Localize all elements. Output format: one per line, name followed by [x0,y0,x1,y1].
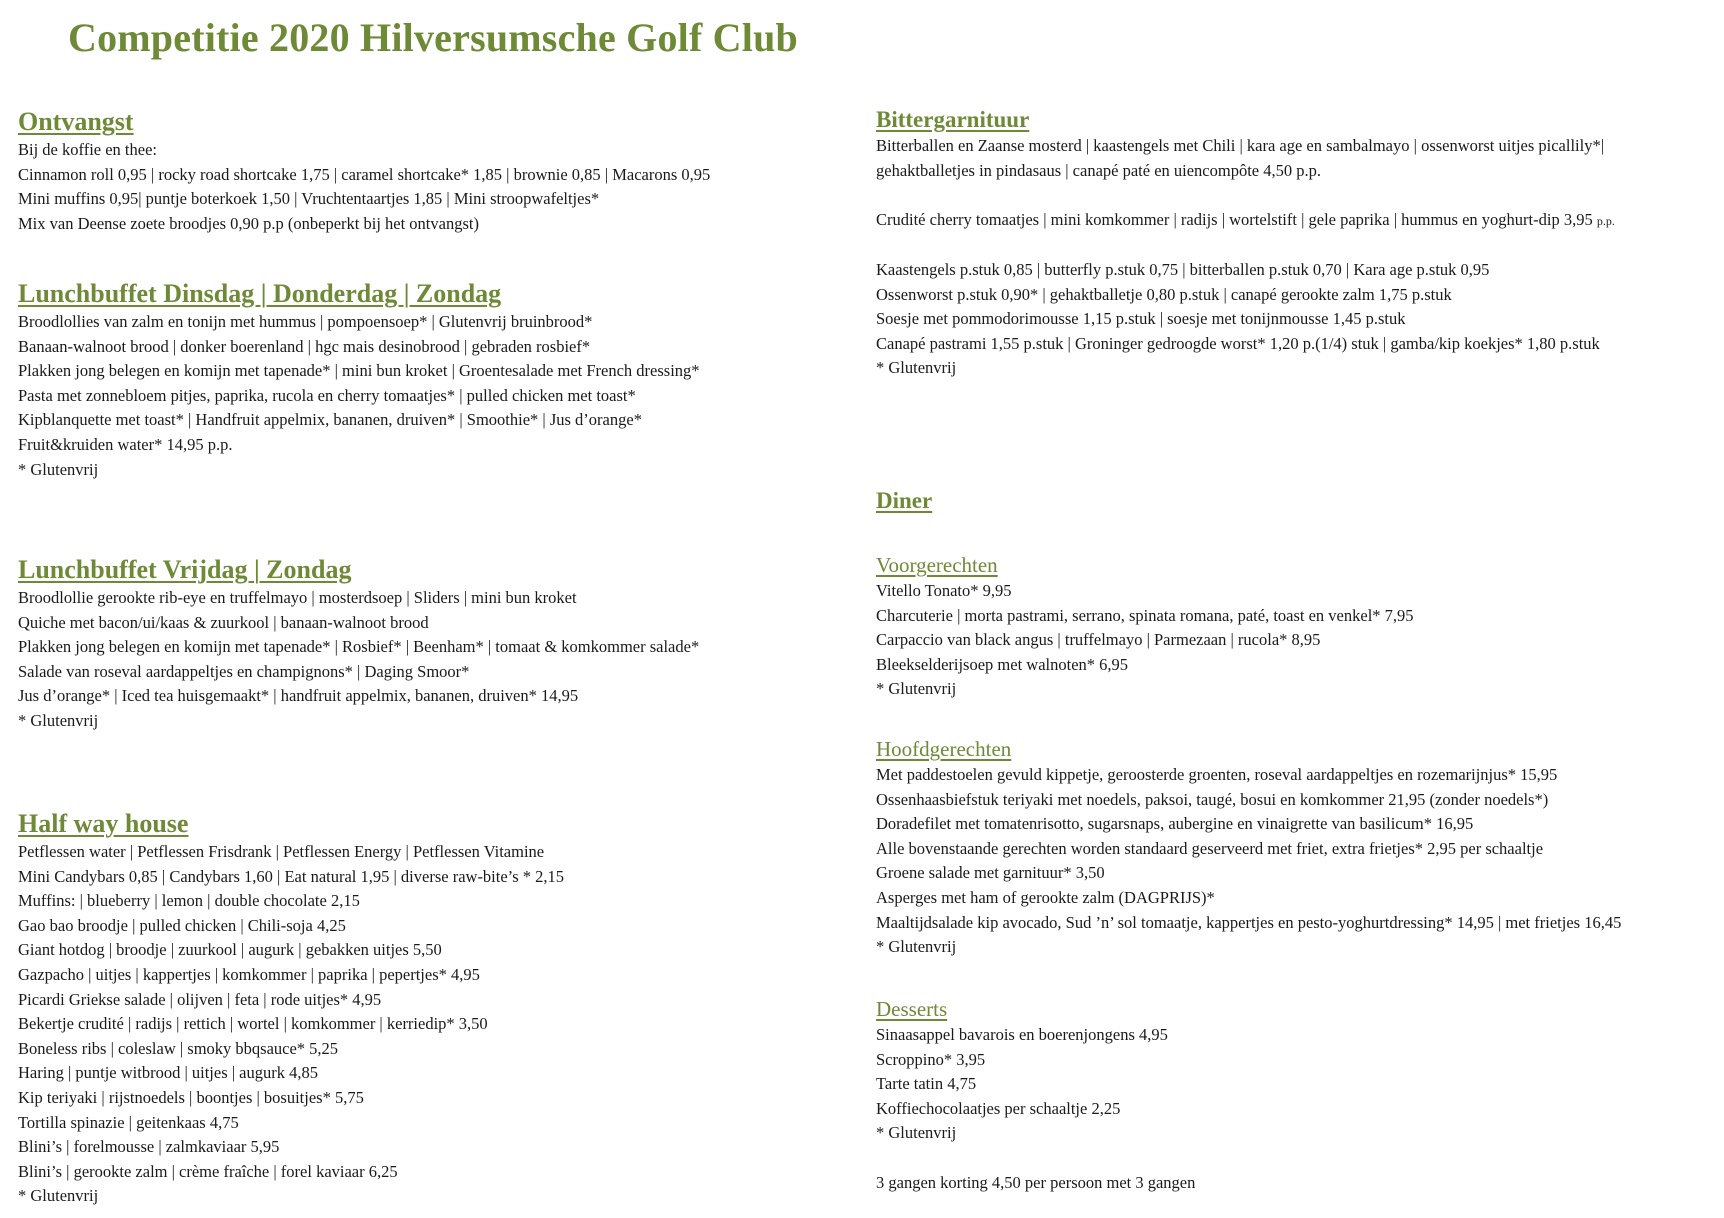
section-lines [18,586,858,734]
menu-line: Blini’s | gerookte zalm | crème fraîche | forel kaviaar 6,25 [18,1161,398,1181]
menu-line: Kip teriyaki | rijstnoedels | boontjes | bosuitjes* 5,75 [18,1087,364,1107]
menu-line: Mix van Deense zoete broodjes 0,90 p.p (onbeperkt bij het ontvangst) [18,213,479,233]
menu-line: Asperges met ham of gerookte zalm (DAGPRIJS)* [876,887,1215,907]
menu-line: Canapé pastrami 1,55 p.stuk | Groninger gedroogde worst* 1,20 p.(1/4) stuk | gamba/kip koekjes* 1,80 p.stuk [876,333,1600,353]
section-lines [18,840,858,1209]
section-lines [18,310,858,482]
menu-line: Koffiechocolaatjes per schaaltje 2,25 [876,1098,1121,1118]
menu-line: gehaktballetjes in pindasaus | canapé paté en uiencompôte 4,50 p.p. [876,160,1321,180]
menu-line: * Glutenvrij [18,710,99,730]
subsection-heading: Desserts [876,997,948,1021]
section-heading: Diner [876,488,933,513]
menu-line: Met paddestoelen gevuld kippetje, geroosterde groenten, roseval aardappeltjes en rozemarijnjus* 15,95 [876,765,1558,784]
spacer [876,183,1716,208]
section-lines [876,1023,1716,1146]
crudite-unit: p.p. [1596,213,1615,228]
menu-line: Plakken jong belegen en komijn met tapenade* | mini bun kroket | Groentesalade met French dressing* [18,361,700,381]
menu-line: * Glutenvrij [18,459,99,479]
menu-line: * Glutenvrij [876,679,957,699]
section-heading: Lunchbuffet Dinsdag | Donderdag | Zondag [18,279,502,308]
menu-line: Blini’s | forelmousse | zalmkaviaar 5,95 [18,1137,280,1157]
menu-line: Scroppino* 3,95 [876,1049,986,1069]
menu-line: Fruit&kruiden water* 14,95 p.p. [18,434,233,454]
section-heading: Lunchbuffet Vrijdag | Zondag [18,555,352,584]
menu-line: Jus d’orange* | Iced tea huisgemaakt* | handfruit appelmix, bananen, druiven* 14,95 [18,686,579,706]
menu-line: * Glutenvrij [18,1186,99,1206]
section-diner [876,487,1716,515]
menu-line: Maaltijdsalade kip avocado, Sud ’n’ sol tomaatje, kappertjes en pesto-yoghurtdressing* 14,95 | met frietjes 16,45 [876,912,1622,932]
menu-line: Ossenhaasbiefstuk teriyaki met noedels, paksoi, taugé, bosui en komkommer 21,95 (zonder noedels*) [876,789,1549,809]
crudite-line [876,208,1716,234]
menu-line: Tortilla spinazie | geitenkaas 4,75 [18,1112,239,1132]
section-lines [876,763,1716,960]
section-lines [876,579,1716,702]
section-ontvangst [18,106,858,236]
menu-line: Gao bao broodje | pulled chicken | Chili-soja 4,25 [18,915,346,935]
page-title: Competitie 2020 Hilversumsche Golf Club [68,15,798,60]
section-hoofdgerechten [876,735,1716,960]
menu-line: Broodlollies van zalm en tonijn met hummus | pompoensoep* | Glutenvrij bruinbrood* [18,312,593,331]
menu-line: Pasta met zonnebloem pitjes, paprika, rucola en cherry tomaatjes* | pulled chicken met toast* [18,385,636,405]
menu-line: Bij de koffie en thee: [18,140,157,159]
menu-line: Bleekselderijsoep met walnoten* 6,95 [876,654,1129,674]
spacer [876,1146,1716,1171]
menu-line: Tarte tatin 4,75 [876,1074,977,1094]
menu-line: Groene salade met garnituur* 3,50 [876,863,1105,883]
footer-line: 3 gangen korting 4,50 per persoon met 3 gangen [876,1172,1196,1192]
menu-line: Salade van roseval aardappeltjes en champignons* | Daging Smoor* [18,661,470,681]
menu-line: Gazpacho | uitjes | kappertjes | komkommer | paprika | pepertjes* 4,95 [18,964,480,984]
menu-line: Giant hotdog | broodje | zuurkool | augurk | gebakken uitjes 5,50 [18,940,442,960]
menu-line: Charcuterie | morta pastrami, serrano, spinata romana, paté, toast en venkel* 7,95 [876,605,1414,625]
menu-line: Bitterballen en Zaanse mosterd | kaastengels met Chili | kara age en sambalmayo | ossenworst uitjes picallily*| [876,136,1605,155]
menu-line: Mini Candybars 0,85 | Candybars 1,60 | Eat natural 1,95 | diverse raw-bite’s * 2,15 [18,866,565,886]
spacer [876,233,1716,258]
menu-line: Broodlollie gerookte rib-eye en truffelmayo | mosterdsoep | Sliders | mini bun kroket [18,588,577,607]
menu-line: Plakken jong belegen en komijn met tapenade* | Rosbief* | Beenham* | tomaat & komkommer salade* [18,637,700,657]
section-voorgerechten [876,551,1716,702]
menu-line: Ossenworst p.stuk 0,90* | gehaktballetje 0,80 p.stuk | canapé gerookte zalm 1,75 p.stuk [876,284,1452,304]
menu-line: * Glutenvrij [876,1123,957,1143]
menu-line: Haring | puntje witbrood | uitjes | augurk 4,85 [18,1063,318,1083]
section-lunchbuffet-vrijdag [18,554,858,734]
section-lines [18,138,858,236]
menu-line: Boneless ribs | coleslaw | smoky bbqsauce* 5,25 [18,1038,339,1058]
menu-line: Petflessen water | Petflessen Frisdrank | Petflessen Energy | Petflessen Vitamine [18,842,545,861]
menu-line: Quiche met bacon/ui/kaas & zuurkool | banaan-walnoot brood [18,612,429,632]
section-half-way-house [18,808,858,1209]
section-heading: Bittergarnituur [876,107,1030,132]
section-bittergarnituur [876,106,1716,381]
menu-line: Muffins: | blueberry | lemon | double chocolate 2,15 [18,891,360,911]
menu-line: * Glutenvrij [876,358,957,378]
subsection-heading: Voorgerechten [876,553,998,577]
menu-line: Kipblanquette met toast* | Handfruit appelmix, bananen, druiven* | Smoothie* | Jus d’orange* [18,410,642,430]
subsection-heading: Hoofdgerechten [876,737,1012,761]
menu-line: Carpaccio van black angus | truffelmayo | Parmezaan | rucola* 8,95 [876,630,1321,650]
menu-line: Alle bovenstaande gerechten worden standaard geserveerd met friet, extra frietjes* 2,95 per schaaltje [876,838,1544,858]
menu-line: Cinnamon roll 0,95 | rocky road shortcake 1,75 | caramel shortcake* 1,85 | brownie 0,85 | Macarons 0,95 [18,164,711,184]
menu-line: Kaastengels p.stuk 0,85 | butterfly p.stuk 0,75 | bitterballen p.stuk 0,70 | Kara age p.stuk 0,95 [876,259,1490,279]
menu-line: Banaan-walnoot brood | donker boerenland | hgc mais desinobrood | gebraden rosbief* [18,336,591,356]
menu-line: Mini muffins 0,95| puntje boterkoek 1,50 | Vruchtentaartjes 1,85 | Mini stroopwafeltjes* [18,189,600,209]
crudite-text: Crudité cherry tomaatjes | mini komkommer | radijs | wortelstift | gele paprika | hummus en yoghurt-dip 3,95 [876,209,1593,229]
menu-line: Picardi Griekse salade | olijven | feta | rode uitjes* 4,95 [18,989,382,1009]
section-heading: Ontvangst [18,107,134,136]
section-desserts [876,995,1716,1195]
menu-line: Sinaasappel bavarois en boerenjongens 4,95 [876,1025,1168,1044]
menu-line: * Glutenvrij [876,937,957,957]
menu-line: Vitello Tonato* 9,95 [876,581,1012,600]
menu-line: Soesje met pommodorimousse 1,15 p.stuk | soesje met tonijnmousse 1,45 p.stuk [876,309,1406,329]
section-lines [876,258,1716,381]
menu-line: Doradefilet met tomatenrisotto, sugarsnaps, aubergine en vinaigrette van basilicum* 16,95 [876,814,1474,834]
section-lunchbuffet-dinsdag [18,278,858,482]
menu-line: Bekertje crudité | radijs | rettich | wortel | komkommer | kerriedip* 3,50 [18,1014,488,1034]
section-heading: Half way house [18,809,189,838]
section-lines [876,134,1716,183]
